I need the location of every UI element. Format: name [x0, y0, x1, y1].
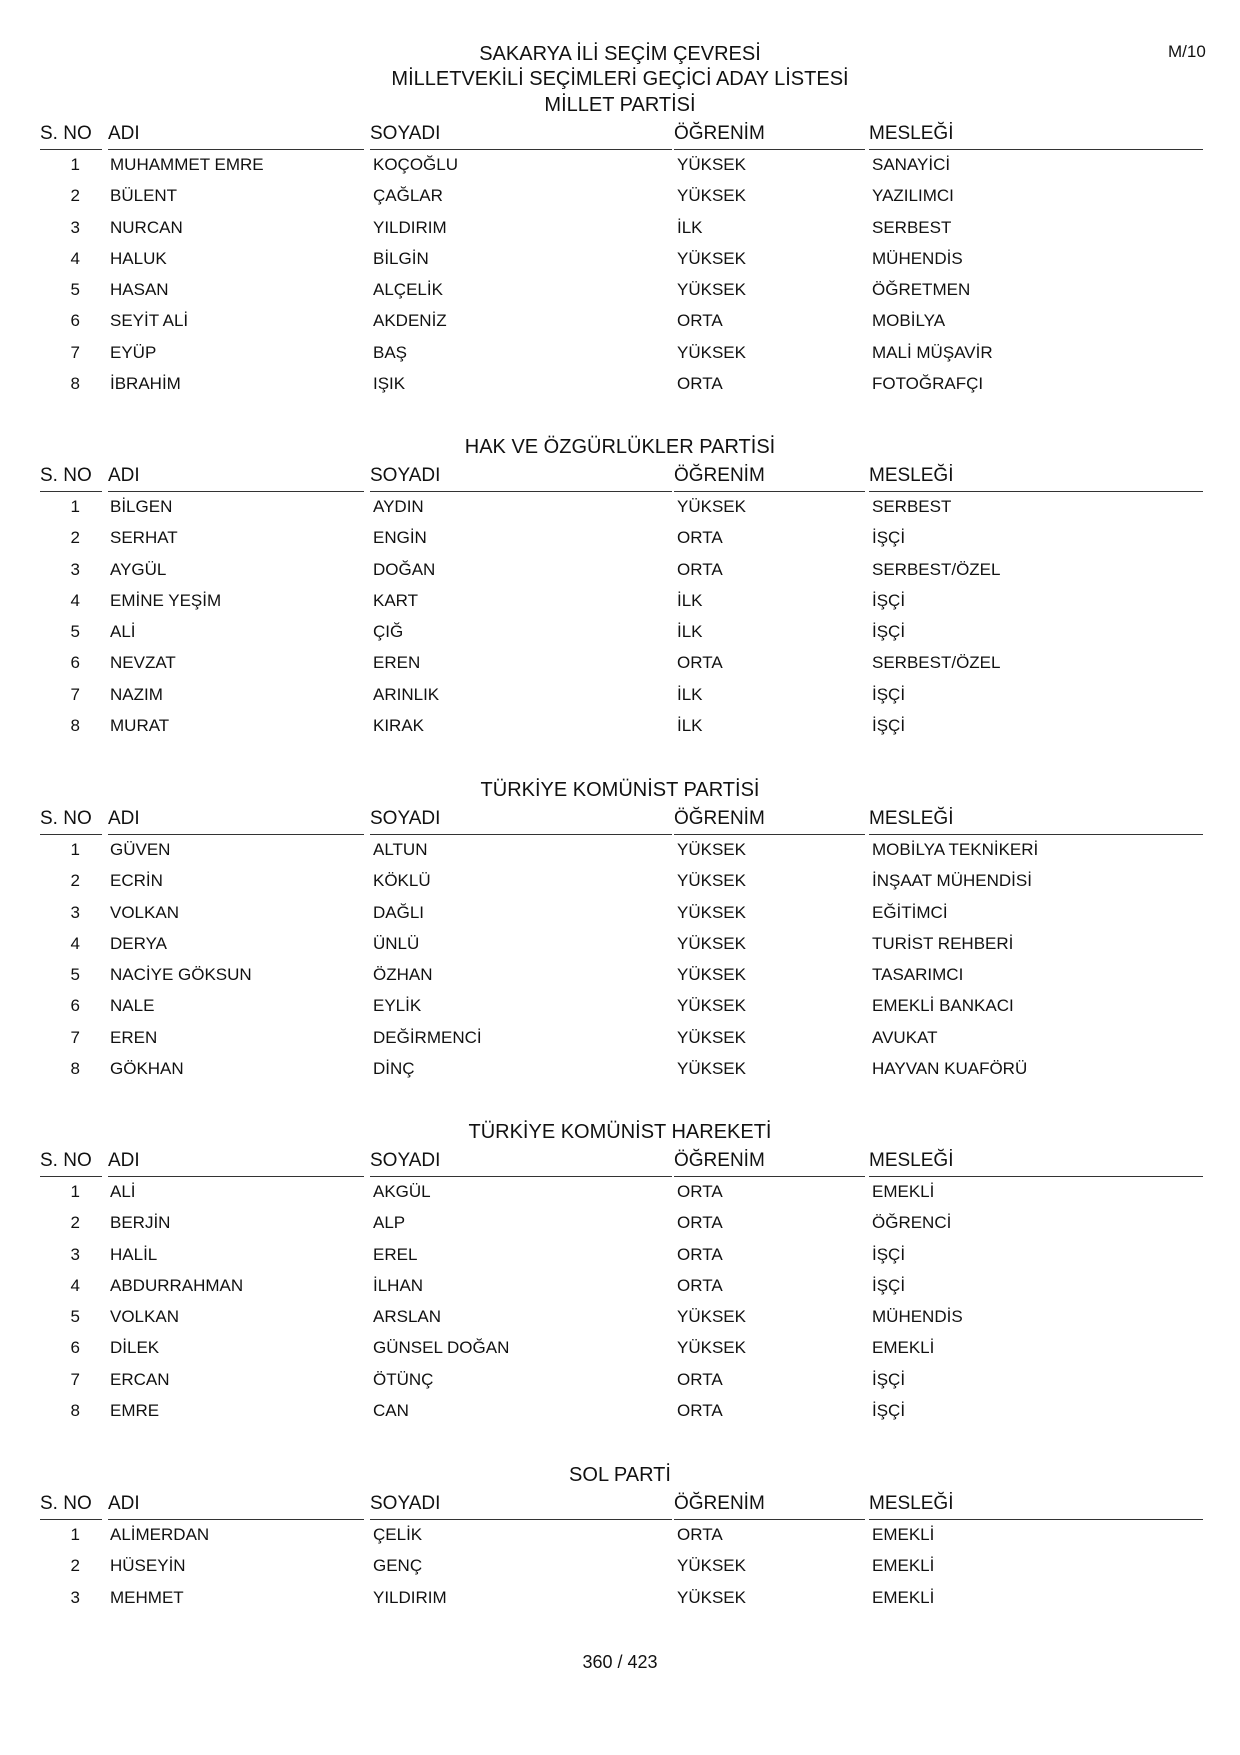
table-row: [40, 1270, 1203, 1301]
cell-meslegi: İŞÇİ: [872, 590, 906, 610]
cell-meslegi: EMEKLİ: [872, 1525, 935, 1544]
cell-meslegi: MOBİLYA: [872, 311, 946, 331]
cell-adi: SERHAT: [110, 528, 178, 548]
cell-adi: EREN: [110, 1027, 158, 1047]
party-title: HAK VE ÖZGÜRLÜKLER PARTİSİ: [464, 436, 776, 458]
table-row: [40, 1176, 1203, 1207]
cell-ogrenim: İLK: [677, 716, 703, 736]
table-row: [40, 1207, 1203, 1238]
column-header-no: S. NO: [40, 1489, 102, 1520]
column-header-ogrenim: ÖĞRENİM: [674, 1489, 865, 1520]
cell-adi: MEHMET: [110, 1587, 184, 1607]
cell-adi: İBRAHİM: [110, 374, 181, 394]
cell-no: 8: [70, 1401, 80, 1421]
table-row: [40, 149, 1203, 180]
column-header-ogrenim: ÖĞRENİM: [674, 1146, 865, 1177]
table-row: [40, 616, 1203, 647]
cell-adi: ECRİN: [110, 871, 163, 891]
cell-meslegi: İŞÇİ: [872, 684, 906, 704]
cell-meslegi: SANAYİCİ: [872, 155, 951, 174]
column-header-no: S. NO: [40, 1146, 102, 1177]
cell-ogrenim: YÜKSEK: [677, 1338, 746, 1358]
table-row: [40, 679, 1203, 710]
column-header-ogrenim: ÖĞRENİM: [674, 119, 865, 150]
table-row: [40, 368, 1203, 399]
cell-adi: BİLGEN: [110, 497, 173, 516]
cell-no: 6: [70, 311, 80, 331]
table-row: [40, 180, 1203, 211]
cell-meslegi: TASARIMCI: [872, 965, 964, 985]
cell-meslegi: MOBİLYA TEKNİKERİ: [872, 840, 1039, 859]
cell-meslegi: TURİST REHBERİ: [872, 933, 1014, 953]
cell-meslegi: AVUKAT: [872, 1027, 938, 1047]
cell-meslegi: İŞÇİ: [872, 528, 906, 548]
cell-no: 1: [70, 1525, 80, 1544]
cell-soyadi: AKGÜL: [373, 1182, 431, 1201]
table-row: [40, 274, 1203, 305]
cell-no: 2: [70, 1556, 80, 1576]
cell-no: 3: [70, 902, 80, 922]
column-header-adi: ADI: [108, 461, 364, 492]
cell-ogrenim: YÜKSEK: [677, 248, 746, 268]
party-section: [40, 433, 1203, 741]
table-row: [40, 1053, 1203, 1084]
cell-soyadi: YILDIRIM: [373, 1587, 447, 1607]
cell-no: 1: [70, 840, 80, 859]
table-header: [40, 1489, 1203, 1519]
cell-ogrenim: YÜKSEK: [677, 342, 746, 362]
table-row: [40, 1364, 1203, 1395]
column-header-meslegi: MESLEĞİ: [869, 461, 1203, 492]
cell-ogrenim: İLK: [677, 590, 703, 610]
party-title: MİLLET PARTİSİ: [544, 94, 696, 116]
cell-meslegi: EMEKLİ: [872, 1182, 935, 1201]
cell-meslegi: İŞÇİ: [872, 716, 906, 736]
cell-ogrenim: YÜKSEK: [677, 1556, 746, 1576]
cell-ogrenim: ORTA: [677, 1369, 723, 1389]
table-row: [40, 1301, 1203, 1332]
cell-soyadi: ALTUN: [373, 840, 428, 859]
column-header-meslegi: MESLEĞİ: [869, 804, 1203, 835]
party-section: [40, 91, 1203, 399]
table-row: [40, 1550, 1203, 1581]
cell-ogrenim: ORTA: [677, 1275, 723, 1295]
table-row: [40, 305, 1203, 336]
cell-ogrenim: YÜKSEK: [677, 280, 746, 300]
cell-meslegi: MÜHENDİS: [872, 248, 963, 268]
cell-adi: BERJİN: [110, 1213, 171, 1233]
cell-no: 7: [70, 684, 80, 704]
cell-no: 8: [70, 1059, 80, 1079]
cell-soyadi: DAĞLI: [373, 902, 425, 922]
cell-adi: EYÜP: [110, 342, 157, 362]
table-row: [40, 865, 1203, 896]
table-row: [40, 928, 1203, 959]
cell-soyadi: ÇELİK: [373, 1525, 423, 1544]
cell-soyadi: EREL: [373, 1244, 418, 1264]
cell-meslegi: EĞİTİMCİ: [872, 902, 948, 922]
cell-ogrenim: ORTA: [677, 1213, 723, 1233]
cell-ogrenim: YÜKSEK: [677, 933, 746, 953]
cell-adi: MUHAMMET EMRE: [110, 155, 264, 174]
cell-adi: ERCAN: [110, 1369, 170, 1389]
cell-soyadi: ARSLAN: [373, 1307, 442, 1327]
cell-ogrenim: YÜKSEK: [677, 871, 746, 891]
cell-no: 6: [70, 1338, 80, 1358]
cell-adi: ABDURRAHMAN: [110, 1275, 244, 1295]
cell-adi: NAZIM: [110, 684, 163, 704]
cell-meslegi: İŞÇİ: [872, 1244, 906, 1264]
column-header-ogrenim: ÖĞRENİM: [674, 461, 865, 492]
cell-soyadi: BAŞ: [373, 342, 408, 362]
cell-adi: VOLKAN: [110, 1307, 179, 1327]
cell-no: 4: [70, 590, 80, 610]
cell-ogrenim: İLK: [677, 622, 703, 642]
column-header-adi: ADI: [108, 119, 364, 150]
cell-soyadi: ÖZHAN: [373, 965, 433, 985]
column-header-soyadi: SOYADI: [370, 1146, 672, 1177]
cell-ogrenim: YÜKSEK: [677, 1587, 746, 1607]
cell-no: 1: [70, 155, 80, 174]
cell-soyadi: KIRAK: [373, 716, 425, 736]
cell-no: 6: [70, 653, 80, 673]
column-header-soyadi: SOYADI: [370, 119, 672, 150]
cell-ogrenim: YÜKSEK: [677, 1027, 746, 1047]
table-row: [40, 1519, 1203, 1550]
cell-soyadi: AYDIN: [373, 497, 424, 516]
cell-soyadi: ÖTÜNÇ: [373, 1369, 434, 1389]
cell-ogrenim: ORTA: [677, 1244, 723, 1264]
cell-meslegi: FOTOĞRAFÇI: [872, 374, 984, 394]
cell-soyadi: DOĞAN: [373, 559, 436, 579]
cell-soyadi: EREN: [373, 653, 421, 673]
cell-meslegi: EMEKLİ: [872, 1556, 935, 1576]
party-section: [40, 1461, 1203, 1613]
table-row: [40, 337, 1203, 368]
cell-meslegi: YAZILIMCI: [872, 186, 954, 206]
cell-adi: NURCAN: [110, 217, 183, 237]
table-row: [40, 212, 1203, 243]
cell-no: 2: [70, 528, 80, 548]
table-row: [40, 710, 1203, 741]
cell-no: 3: [70, 1244, 80, 1264]
cell-meslegi: MÜHENDİS: [872, 1307, 963, 1327]
table-row: [40, 1332, 1203, 1363]
cell-no: 1: [70, 1182, 80, 1201]
cell-ogrenim: YÜKSEK: [677, 1059, 746, 1079]
column-header-adi: ADI: [108, 1489, 364, 1520]
cell-no: 2: [70, 1213, 80, 1233]
cell-no: 2: [70, 186, 80, 206]
cell-no: 5: [70, 1307, 80, 1327]
cell-adi: BÜLENT: [110, 186, 178, 206]
cell-no: 7: [70, 1369, 80, 1389]
cell-meslegi: MALİ MÜŞAVİR: [872, 342, 993, 362]
cell-no: 5: [70, 622, 80, 642]
party-title: SOL PARTİ: [569, 1464, 671, 1486]
cell-adi: AYGÜL: [110, 559, 167, 579]
table-header: [40, 461, 1203, 491]
cell-adi: GÖKHAN: [110, 1059, 184, 1079]
page-code: M/10: [1168, 42, 1206, 61]
cell-ogrenim: YÜKSEK: [677, 965, 746, 985]
cell-soyadi: ÜNLÜ: [373, 933, 420, 953]
cell-soyadi: AKDENİZ: [373, 311, 447, 331]
cell-soyadi: DİNÇ: [373, 1059, 415, 1079]
cell-meslegi: ÖĞRETMEN: [872, 280, 971, 300]
cell-no: 4: [70, 1275, 80, 1295]
cell-soyadi: ENGİN: [373, 528, 427, 548]
cell-adi: NEVZAT: [110, 653, 176, 673]
cell-soyadi: DEĞİRMENCİ: [373, 1027, 482, 1047]
cell-no: 8: [70, 374, 80, 394]
cell-meslegi: SERBEST/ÖZEL: [872, 653, 1001, 673]
cell-ogrenim: YÜKSEK: [677, 1307, 746, 1327]
cell-soyadi: İLHAN: [373, 1275, 424, 1295]
cell-soyadi: ALÇELİK: [373, 280, 443, 300]
cell-ogrenim: ORTA: [677, 653, 723, 673]
cell-no: 5: [70, 280, 80, 300]
table-header: [40, 804, 1203, 834]
cell-ogrenim: YÜKSEK: [677, 840, 746, 859]
cell-meslegi: EMEKLİ BANKACI: [872, 996, 1014, 1016]
cell-soyadi: BİLGİN: [373, 248, 429, 268]
table-row: [40, 491, 1203, 522]
table-row: [40, 647, 1203, 678]
column-header-no: S. NO: [40, 461, 102, 492]
column-header-meslegi: MESLEĞİ: [869, 1489, 1203, 1520]
cell-soyadi: KÖKLÜ: [373, 871, 431, 891]
cell-soyadi: ÇIĞ: [373, 622, 404, 642]
cell-no: 6: [70, 996, 80, 1016]
cell-adi: HASAN: [110, 280, 169, 300]
cell-ogrenim: YÜKSEK: [677, 902, 746, 922]
party-section: [40, 1118, 1203, 1426]
cell-adi: EMİNE YEŞİM: [110, 590, 222, 610]
cell-soyadi: CAN: [373, 1401, 409, 1421]
cell-soyadi: ALP: [373, 1213, 406, 1233]
cell-adi: HÜSEYİN: [110, 1556, 186, 1576]
cell-ogrenim: ORTA: [677, 374, 723, 394]
cell-adi: DERYA: [110, 933, 168, 953]
table-row: [40, 243, 1203, 274]
cell-ogrenim: YÜKSEK: [677, 996, 746, 1016]
table-row: [40, 522, 1203, 553]
column-header-soyadi: SOYADI: [370, 804, 672, 835]
cell-no: 3: [70, 217, 80, 237]
party-title: TÜRKİYE KOMÜNİST HAREKETİ: [468, 1121, 772, 1143]
cell-adi: VOLKAN: [110, 902, 179, 922]
table-header: [40, 1146, 1203, 1176]
table-row: [40, 585, 1203, 616]
cell-soyadi: KART: [373, 590, 419, 610]
cell-soyadi: GÜNSEL DOĞAN: [373, 1338, 510, 1358]
cell-meslegi: EMEKLİ: [872, 1338, 935, 1358]
cell-adi: ALİ: [110, 1182, 136, 1201]
cell-no: 3: [70, 559, 80, 579]
cell-meslegi: İNŞAAT MÜHENDİSİ: [872, 871, 1032, 891]
cell-ogrenim: YÜKSEK: [677, 497, 746, 516]
cell-no: 4: [70, 248, 80, 268]
cell-no: 1: [70, 497, 80, 516]
column-header-adi: ADI: [108, 804, 364, 835]
column-header-no: S. NO: [40, 804, 102, 835]
cell-soyadi: GENÇ: [373, 1556, 423, 1576]
column-header-meslegi: MESLEĞİ: [869, 1146, 1203, 1177]
cell-ogrenim: YÜKSEK: [677, 155, 746, 174]
cell-meslegi: SERBEST: [872, 497, 952, 516]
cell-no: 7: [70, 342, 80, 362]
cell-adi: MURAT: [110, 716, 170, 736]
party-title: TÜRKİYE KOMÜNİST PARTİSİ: [480, 779, 760, 801]
table-row: [40, 834, 1203, 865]
cell-soyadi: EYLİK: [373, 996, 422, 1016]
cell-ogrenim: ORTA: [677, 528, 723, 548]
cell-adi: ALİ: [110, 622, 136, 642]
header-line-1: SAKARYA İLİ SEÇİM ÇEVRESİ: [479, 43, 761, 65]
cell-meslegi: SERBEST/ÖZEL: [872, 559, 1001, 579]
cell-adi: NACİYE GÖKSUN: [110, 965, 252, 985]
cell-soyadi: YILDIRIM: [373, 217, 447, 237]
cell-no: 8: [70, 716, 80, 736]
cell-no: 2: [70, 871, 80, 891]
table-row: [40, 554, 1203, 585]
page-number: 360 / 423: [582, 1652, 658, 1672]
table-row: [40, 1582, 1203, 1613]
cell-ogrenim: ORTA: [677, 1401, 723, 1421]
cell-soyadi: ARINLIK: [373, 684, 440, 704]
cell-soyadi: KOÇOĞLU: [373, 155, 459, 174]
column-header-adi: ADI: [108, 1146, 364, 1177]
cell-adi: EMRE: [110, 1401, 160, 1421]
cell-meslegi: İŞÇİ: [872, 1401, 906, 1421]
column-header-soyadi: SOYADI: [370, 461, 672, 492]
cell-adi: ALİMERDAN: [110, 1525, 210, 1544]
cell-meslegi: SERBEST: [872, 217, 952, 237]
party-section: [40, 776, 1203, 1084]
table-row: [40, 959, 1203, 990]
cell-ogrenim: İLK: [677, 684, 703, 704]
table-row: [40, 897, 1203, 928]
column-header-no: S. NO: [40, 119, 102, 150]
header-line-2: MİLLETVEKİLİ SEÇİMLERİ GEÇİCİ ADAY LİSTESİ: [391, 68, 849, 90]
table-row: [40, 1022, 1203, 1053]
cell-ogrenim: ORTA: [677, 1182, 723, 1201]
cell-meslegi: EMEKLİ: [872, 1587, 935, 1607]
cell-soyadi: ÇAĞLAR: [373, 186, 443, 206]
cell-adi: NALE: [110, 996, 155, 1016]
cell-no: 3: [70, 1587, 80, 1607]
table-row: [40, 1395, 1203, 1426]
cell-meslegi: ÖĞRENCİ: [872, 1213, 952, 1233]
cell-no: 4: [70, 933, 80, 953]
cell-meslegi: HAYVAN KUAFÖRÜ: [872, 1059, 1028, 1079]
table-row: [40, 1239, 1203, 1270]
table-row: [40, 990, 1203, 1021]
cell-meslegi: İŞÇİ: [872, 1275, 906, 1295]
cell-ogrenim: YÜKSEK: [677, 186, 746, 206]
cell-ogrenim: ORTA: [677, 559, 723, 579]
cell-ogrenim: İLK: [677, 217, 703, 237]
column-header-meslegi: MESLEĞİ: [869, 119, 1203, 150]
cell-adi: GÜVEN: [110, 840, 171, 859]
cell-meslegi: İŞÇİ: [872, 1369, 906, 1389]
table-header: [40, 119, 1203, 149]
column-header-ogrenim: ÖĞRENİM: [674, 804, 865, 835]
cell-adi: DİLEK: [110, 1338, 160, 1358]
cell-soyadi: IŞIK: [373, 374, 406, 394]
column-header-soyadi: SOYADI: [370, 1489, 672, 1520]
cell-no: 7: [70, 1027, 80, 1047]
cell-meslegi: İŞÇİ: [872, 622, 906, 642]
cell-no: 5: [70, 965, 80, 985]
cell-ogrenim: ORTA: [677, 311, 723, 331]
cell-adi: SEYİT ALİ: [110, 311, 189, 331]
cell-adi: HALİL: [110, 1244, 158, 1264]
cell-adi: HALUK: [110, 248, 167, 268]
cell-ogrenim: ORTA: [677, 1525, 723, 1544]
document-header: [0, 42, 1240, 92]
